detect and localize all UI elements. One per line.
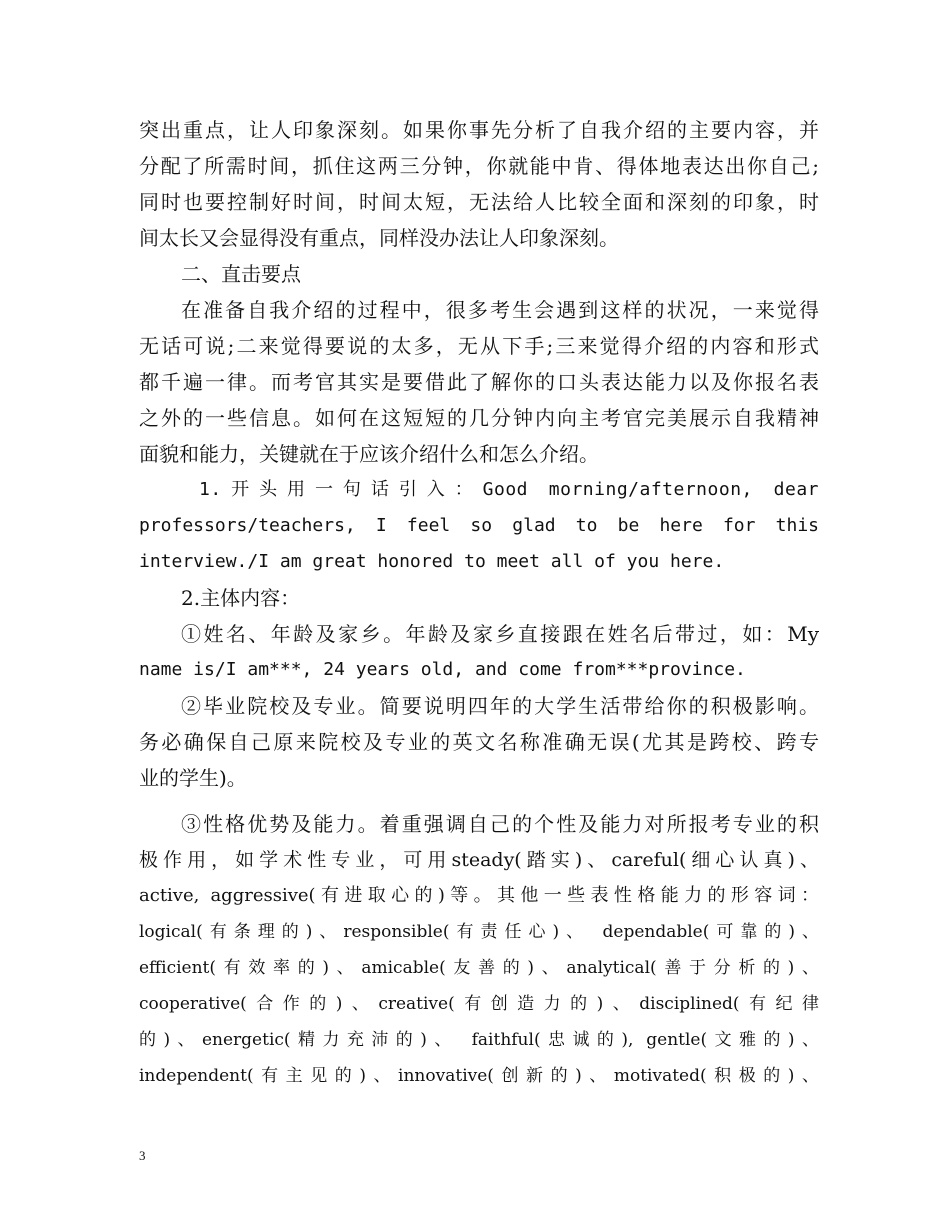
list-item-line: interview./I am great honored to meet all of you here. xyxy=(139,551,725,572)
paragraph-line: 突出重点，让人印象深刻。如果你事先分析了自我介绍的主要内容，并 xyxy=(139,118,819,142)
list-item-line: professors/teachers, I feel so glad to be here for this xyxy=(139,515,819,536)
paragraph-line: 之外的一些信息。如何在这短短的几分钟内向主考官完美展示自我精神 xyxy=(139,406,819,430)
list-item-line: ③性格优势及能力。着重强调自己的个性及能力对所报考专业的积 xyxy=(181,812,819,836)
paragraph-line: 无话可说;二来觉得要说的太多，无从下手;三来觉得介绍的内容和形式 xyxy=(139,334,819,358)
list-item-line: independent(有主见的)、innovative(创新的)、motivated(积极的)、 xyxy=(139,1066,819,1086)
list-item-heading: 2.主体内容： xyxy=(181,586,301,610)
list-item-line: name is/I am***, 24 years old, and come from***province. xyxy=(139,659,746,680)
list-item-line: cooperative(合作的)、creative(有创造力的)、disciplined(有纪律 xyxy=(139,994,819,1014)
paragraph-line: 面貌和能力，关键就在于应该介绍什么和怎么介绍。 xyxy=(139,442,599,466)
paragraph-line: 都千遍一律。而考官其实是要借此了解你的口头表达能力以及你报名表 xyxy=(139,370,819,394)
list-item-line: 的)、energetic(精力充沛的)、 faithful(忠诚的), gentle(文雅的)、 xyxy=(139,1030,819,1050)
document-body xyxy=(139,112,819,1094)
list-item-line: efficient(有效率的)、amicable(友善的)、analytical(善于分析的)、 xyxy=(139,958,819,978)
page-number: 3 xyxy=(139,1148,146,1163)
paragraph-line: 分配了所需时间，抓住这两三分钟，你就能中肯、得体地表达出你自己; xyxy=(139,154,819,178)
paragraph-line: 同时也要控制好时间，时间太短，无法给人比较全面和深刻的印象，时 xyxy=(139,190,819,214)
list-item-line: 1.开头用一句话引入：Good morning/afternoon, dear xyxy=(199,479,819,500)
list-item-line: 极作用，如学术性专业，可用steady(踏实)、careful(细心认真)、 xyxy=(139,849,819,871)
section-heading: 二、直击要点 xyxy=(181,262,301,286)
paragraph-line: 在准备自我介绍的过程中，很多考生会遇到这样的状况，一来觉得 xyxy=(181,298,819,322)
list-item-line: active, aggressive(有进取心的)等。其他一些表性格能力的形容词： xyxy=(139,885,819,906)
paragraph-line: 间太长又会显得没有重点，同样没办法让人印象深刻。 xyxy=(139,226,619,250)
list-item-line: ②毕业院校及专业。简要说明四年的大学生活带给你的积极影响。 xyxy=(181,694,819,718)
list-item-line: logical(有条理的)、responsible(有责任心)、 dependable(可靠的)、 xyxy=(139,922,819,942)
list-item-line: 业的学生)。 xyxy=(139,766,247,790)
list-item-line: 务必确保自己原来院校及专业的英文名称准确无误(尤其是跨校、跨专 xyxy=(139,730,819,754)
list-item-line: ①姓名、年龄及家乡。年龄及家乡直接跟在姓名后带过，如：My xyxy=(181,622,819,646)
